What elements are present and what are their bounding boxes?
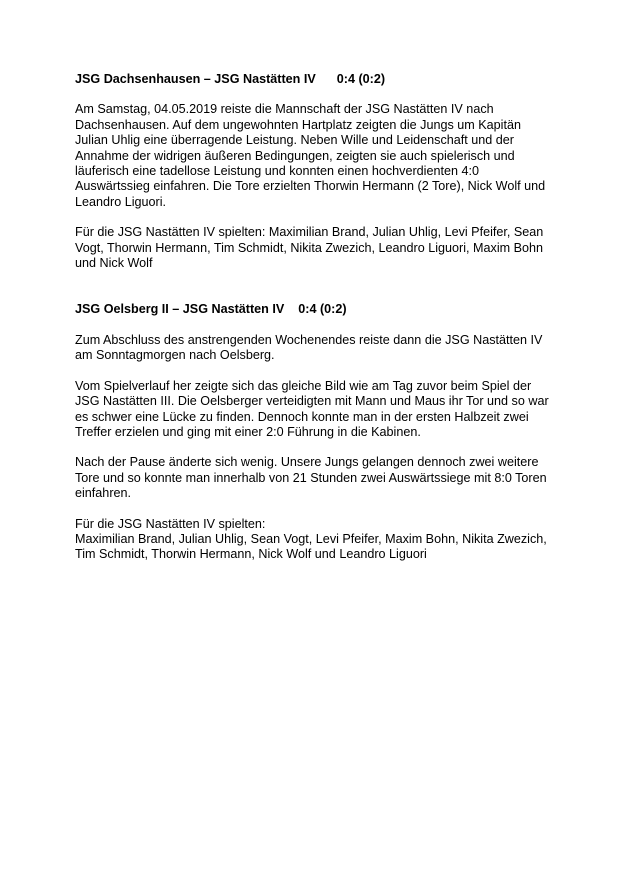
text-line: Am Samstag, 04.05.2019 reiste die Mannschaft der JSG Nastätten IV nach	[75, 102, 494, 117]
match-heading: JSG Oelsberg II – JSG Nastätten IV 0:4 (0:2)	[75, 302, 347, 317]
text-line: Zum Abschluss des anstrengenden Wochenendes reiste dann die JSG Nastätten IV	[75, 332, 543, 347]
lineup-paragraph	[75, 517, 555, 563]
lineup-paragraph	[75, 225, 555, 271]
match-heading: JSG Dachsenhausen – JSG Nastätten IV 0:4 (0:2)	[75, 72, 386, 86]
text-line: Annahme der widrigen äußeren Bedingungen, zeigten sie auch spielerisch und	[75, 148, 515, 163]
text-line: Tore und so konnte man innerhalb von 21 Stunden zwei Auswärtssiege mit 8:0 Toren	[75, 470, 547, 485]
text-line: einfahren.	[75, 486, 132, 501]
match-report-oelsberg	[75, 302, 555, 562]
text-line: und Nick Wolf	[75, 256, 153, 271]
intro-paragraph	[75, 333, 555, 364]
match-report-dachsenhausen	[75, 72, 555, 271]
text-line: Für die JSG Nastätten IV spielten:	[75, 516, 266, 531]
text-line: JSG Nastätten III. Die Oelsberger verteidigten mit Mann und Maus ihr Tor und so war	[75, 394, 549, 409]
text-line: Für die JSG Nastätten IV spielten: Maximilian Brand, Julian Uhlig, Levi Pfeifer, Sean	[75, 225, 544, 240]
document-page	[75, 72, 555, 563]
text-line: Vom Spielverlauf her zeigte sich das gleiche Bild wie am Tag zuvor beim Spiel der	[75, 378, 532, 393]
first-half-paragraph	[75, 379, 555, 441]
match-summary-paragraph	[75, 102, 555, 210]
text-line: Treffer erzielen und ging mit einer 2:0 Führung in die Kabinen.	[75, 424, 421, 439]
text-line: läuferisch eine tadellose Leistung und konnten einen hochverdienten 4:0	[75, 164, 479, 179]
text-line: Vogt, Thorwin Hermann, Tim Schmidt, Nikita Zwezich, Leandro Liguori, Maxim Bohn	[75, 240, 544, 255]
text-line: am Sonntagmorgen nach Oelsberg.	[75, 348, 275, 363]
text-line: Leandro Liguori.	[75, 194, 167, 209]
text-line: Auswärtssieg einfahren. Die Tore erzielten Thorwin Hermann (2 Tore), Nick Wolf und	[75, 179, 546, 194]
text-line: Nach der Pause änderte sich wenig. Unsere Jungs gelangen dennoch zwei weitere	[75, 455, 539, 470]
text-line: es schwer eine Lücke zu finden. Dennoch konnte man in der ersten Halbzeit zwei	[75, 409, 529, 424]
text-line: Dachsenhausen. Auf dem ungewohnten Hartplatz zeigten die Jungs um Kapitän	[75, 117, 521, 132]
text-line: Maximilian Brand, Julian Uhlig, Sean Vogt, Levi Pfeifer, Maxim Bohn, Nikita Zwezich,	[75, 531, 547, 546]
text-line: Julian Uhlig eine überragende Leistung. Neben Wille und Leidenschaft und der	[75, 133, 514, 148]
second-half-paragraph	[75, 455, 555, 501]
text-line: Tim Schmidt, Thorwin Hermann, Nick Wolf und Leandro Liguori	[75, 547, 427, 562]
